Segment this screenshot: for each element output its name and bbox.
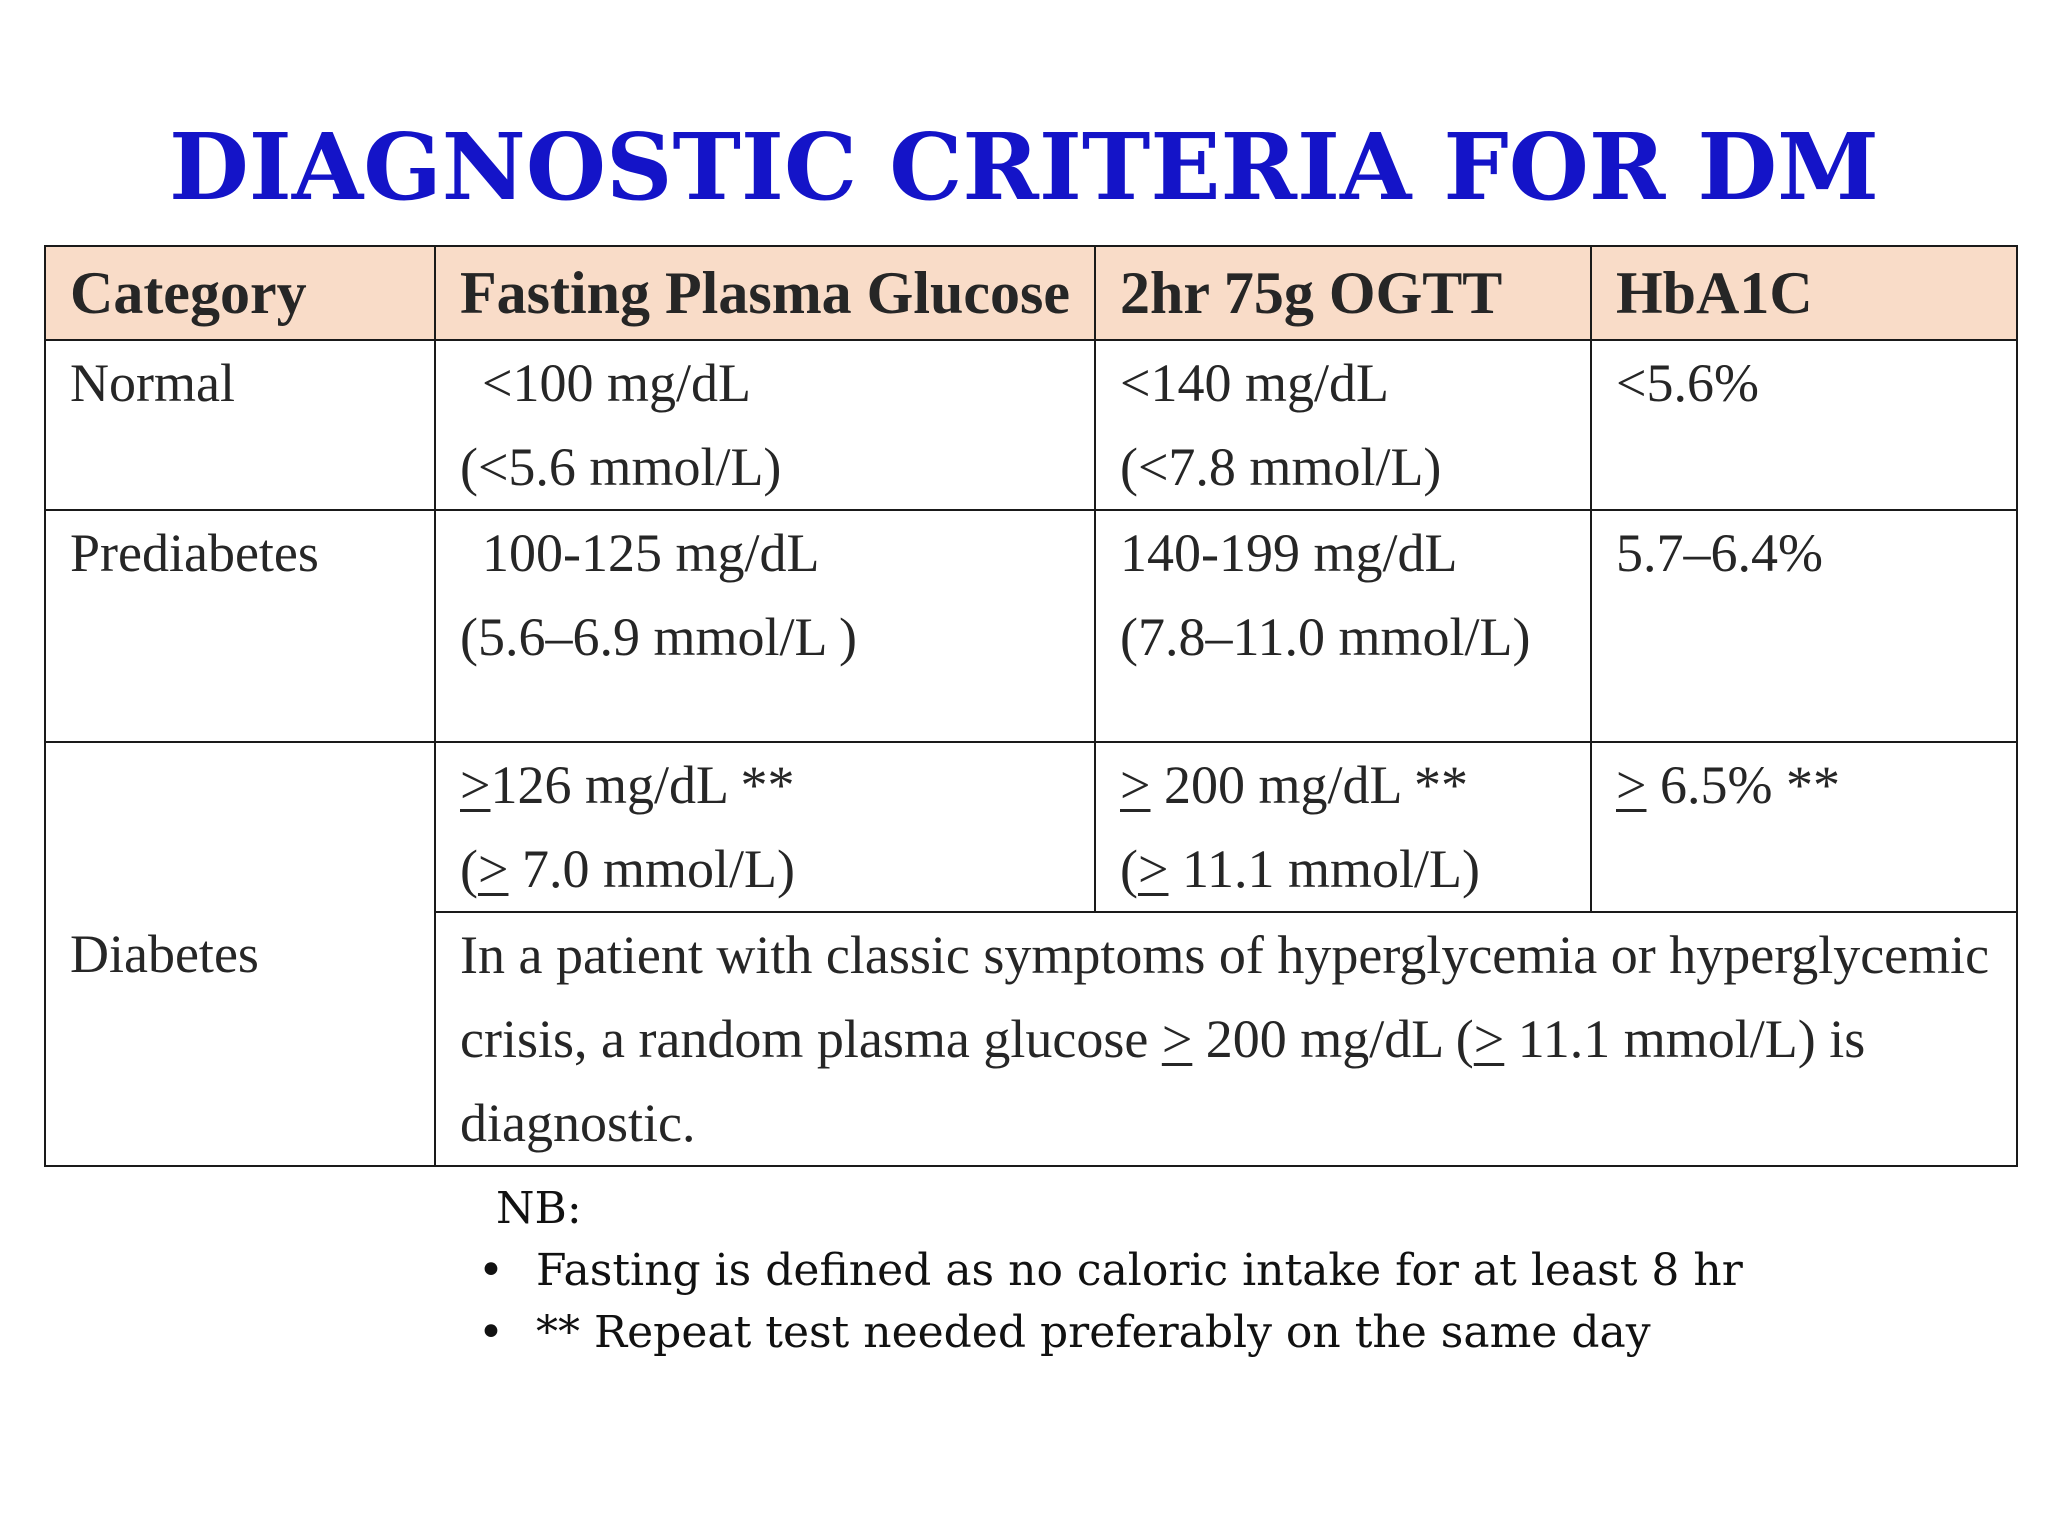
ge-symbol: > (1616, 755, 1647, 815)
cell-random-glucose (435, 912, 2017, 1166)
notes-list (478, 1240, 1743, 1364)
random-glucose-text-1: In a patient with classic symptoms of hyperglycemia or hyperglycemic crisis, a random plasma glucose (460, 925, 1990, 1069)
bullet-icon: • (478, 1307, 504, 1358)
ge-symbol: > (1473, 1009, 1505, 1069)
notes-label: NB: (496, 1183, 582, 1234)
fpg-prediabetes-mgdl: 100-125 mg/dL (482, 523, 820, 583)
note-text-fasting: Fasting is defined as no caloric intake for at least 8 hr (536, 1245, 1743, 1296)
list-item (478, 1240, 1743, 1302)
header-fasting-plasma-glucose: Fasting Plasma Glucose (435, 246, 1095, 340)
cell-ogtt-diabetes (1095, 742, 1591, 912)
criteria-table (44, 245, 2018, 1167)
ogtt-diabetes-mmol: 11.1 mmol/L) (1168, 839, 1480, 899)
cell-fpg-prediabetes (435, 510, 1095, 742)
cell-hba1c-diabetes (1591, 742, 2017, 912)
cell-ogtt-normal (1095, 340, 1591, 510)
header-category: Category (45, 246, 435, 340)
header-hba1c: HbA1C (1591, 246, 2017, 340)
ogtt-prediabetes-mmol: (7.8–11.0 mmol/L) (1120, 607, 1531, 667)
ogtt-diabetes-paren: ( (1120, 839, 1138, 899)
fpg-diabetes-mgdl: 126 mg/dL ** (490, 755, 795, 815)
ogtt-prediabetes-mgdl: 140-199 mg/dL (1120, 523, 1458, 583)
hba1c-diabetes-value: 6.5% ** (1646, 755, 1840, 815)
cell-fpg-normal (435, 340, 1095, 510)
random-glucose-text-3: 11.1 mmol/L) is diagnostic. (460, 1009, 1866, 1153)
cell-fpg-diabetes (435, 742, 1095, 912)
cell-category-normal: Normal (45, 340, 435, 510)
slide-title: DIAGNOSTIC CRITERIA FOR DM (169, 113, 1879, 221)
fpg-normal-mmol: (<5.6 mmol/L) (460, 437, 782, 497)
fpg-diabetes-mmol: 7.0 mmol/L) (508, 839, 795, 899)
fpg-prediabetes-mmol: (5.6–6.9 mmol/L ) (460, 607, 857, 667)
ge-symbol: > (460, 755, 491, 815)
table-header-row (45, 246, 2017, 340)
ge-symbol: > (477, 839, 509, 899)
ge-symbol: > (1161, 1009, 1193, 1069)
bullet-icon: • (478, 1245, 504, 1296)
header-ogtt: 2hr 75g OGTT (1095, 246, 1591, 340)
table-row-prediabetes (45, 510, 2017, 742)
table-row-diabetes (45, 742, 2017, 912)
ge-symbol: > (1137, 839, 1169, 899)
fpg-normal-mgdl: <100 mg/dL (482, 353, 751, 413)
cell-hba1c-normal: <5.6% (1591, 340, 2017, 510)
random-glucose-text-2: 200 mg/dL ( (1192, 1009, 1474, 1069)
table-row-normal (45, 340, 2017, 510)
cell-ogtt-prediabetes (1095, 510, 1591, 742)
ogtt-normal-mmol: (<7.8 mmol/L) (1120, 437, 1442, 497)
cell-category-diabetes: Diabetes (45, 742, 435, 1166)
fpg-diabetes-paren: ( (460, 839, 478, 899)
notes-section (478, 1178, 1743, 1364)
ge-symbol: > (1120, 755, 1151, 815)
ogtt-normal-mgdl: <140 mg/dL (1120, 353, 1389, 413)
note-text-repeat: ** Repeat test needed preferably on the same day (536, 1307, 1651, 1358)
list-item (478, 1302, 1743, 1364)
cell-hba1c-prediabetes: 5.7–6.4% (1591, 510, 2017, 742)
ogtt-diabetes-mgdl: 200 mg/dL ** (1150, 755, 1468, 815)
cell-category-prediabetes: Prediabetes (45, 510, 435, 742)
